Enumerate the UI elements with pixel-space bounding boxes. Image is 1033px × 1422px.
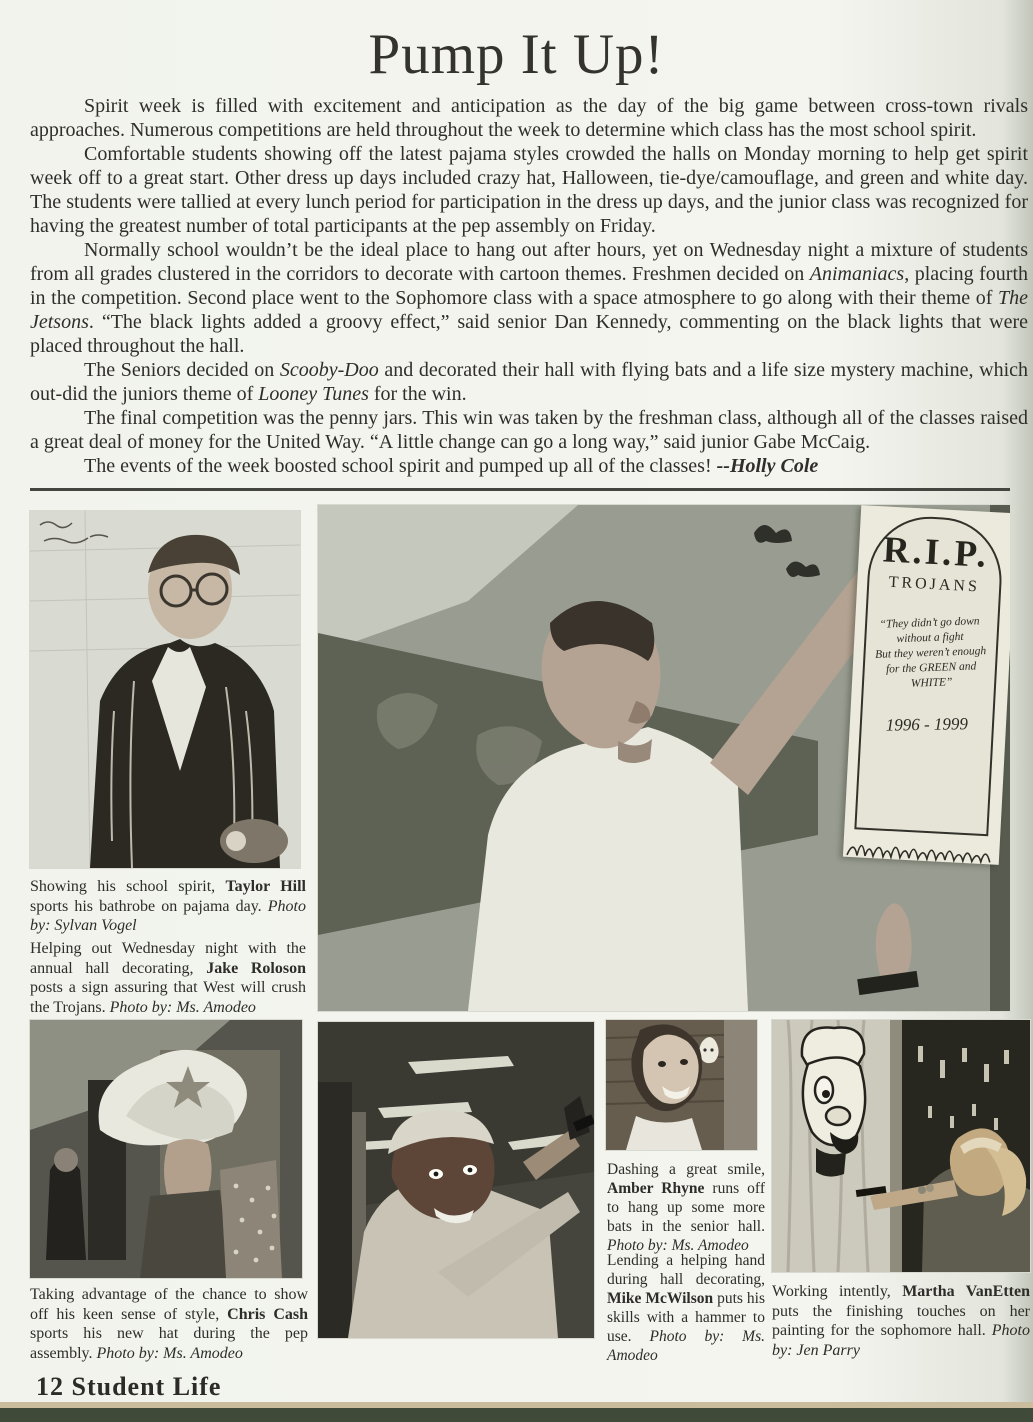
paragraph: Normally school wouldn’t be the ideal place to hang out after hours, yet on Wednesday night a mixture of students from all grades clustered in the corridors to decorate with cartoon themes. Freshmen decided on Animaniacs, placing fourth in the competition. Second place went to the Sophomore class with a space atmosphere to go along with their theme of The Jetsons. “The black lights added a groovy effect,” said senior Dan Kennedy, commenting on the black lights that were placed throughout the hall. (30, 239, 1029, 357)
caption-mike-mcwilson: Lending a helping hand during hall decorating, Mike McWilson puts his skills with a hammer to use. Photo by: Ms. Amodeo (607, 1252, 765, 1364)
photo-amber-rhyne (606, 1020, 757, 1150)
cartoon-face (803, 1057, 865, 1145)
paragraph: The events of the week boosted school spirit and pumped up all of the classes! --Holly Cole (84, 455, 819, 477)
photo-amber-rhyne-art (606, 1020, 757, 1150)
tombstone-drawing (854, 514, 1004, 837)
paragraph: The Seniors decided on Scooby-Doo and decorated their hall with flying bats and a life size mystery machine, which out-did the juniors theme of Looney Tunes for the win. (30, 359, 1029, 405)
photo-mike-mcwilson-art (318, 1022, 594, 1338)
footer-section-title: Student Life (71, 1372, 222, 1401)
section-divider (30, 488, 1010, 491)
paragraph: Spirit week is filled with excitement and anticipation as the day of the big game between cross-town rivals approaches. Numerous competitions are held throughout the week to determine which class has the most school spirit. (30, 95, 1028, 141)
tombstone-years: 1996 - 1999 (885, 714, 969, 735)
tombstone-poster (843, 505, 1010, 865)
article-body (30, 94, 1028, 478)
caption-amber-rhyne: Dashing a great smile, Amber Rhyne runs off to hang up some more bats in the senior hall. Photo by: Ms. Amodeo (607, 1161, 765, 1254)
tombstone-rip-text: R.I.P. (881, 529, 990, 576)
page-footer (36, 1372, 221, 1402)
photo-taylor-hill-art (30, 511, 300, 868)
page-title: Pump It Up! (368, 23, 665, 86)
photo-jake-roloson (318, 505, 1010, 1011)
caption-chris-cash: Taking advantage of the chance to show off his keen sense of style, Chris Cash sports his new hat during the pep assembly. Photo by: Ms. Amodeo (30, 1286, 308, 1362)
tombstone-team-text: TROJANS (888, 573, 981, 596)
photo-martha-vanetten (772, 1020, 1030, 1272)
photo-mike-mcwilson (318, 1022, 594, 1338)
photo-chris-cash-art (30, 1020, 302, 1278)
photo-taylor-hill (30, 511, 300, 868)
paragraph: The final competition was the penny jars. This win was taken by the freshman class, although all of the classes raised a great deal of money for the United Way. “A little change can go a long way,” said junior Gabe McCaig. (30, 407, 1028, 453)
photo-chris-cash (30, 1020, 302, 1278)
caption-taylor-hill: Showing his school spirit, Taylor Hill sports his bathrobe on pajama day. Photo by: Sylvan Vogel (30, 878, 306, 934)
caption-jake-roloson: Helping out Wednesday night with the annual hall decorating, Jake Roloson posts a sign assuring that West will crush the Trojans. Photo by: Ms. Amodeo (30, 940, 307, 1016)
tombstone-epitaph: “They didn’t go down without a fight But they weren’t enough for the GREEN and WHITE” (874, 615, 987, 690)
scan-edge-olive (0, 1408, 1033, 1422)
caption-martha-vanetten: Working intently, Martha VanEtten puts the finishing touches on her painting for the sophomore hall. Photo by: Jen Parry (772, 1283, 1031, 1359)
photo-martha-vanetten-art (772, 1020, 1030, 1272)
paragraph: Comfortable students showing off the latest pajama styles crowded the halls on Monday morning to help get spirit week off to a great start. Other dress up days included crazy hat, Halloween, tie-dye/camouflage, and green and white day. The students were tallied at every lunch period for participation in the dress up days, and the junior class was recognized for having the greatest number of total participants at the pep assembly on Friday. (30, 143, 1028, 237)
footer-page-number: 12 (36, 1372, 64, 1401)
